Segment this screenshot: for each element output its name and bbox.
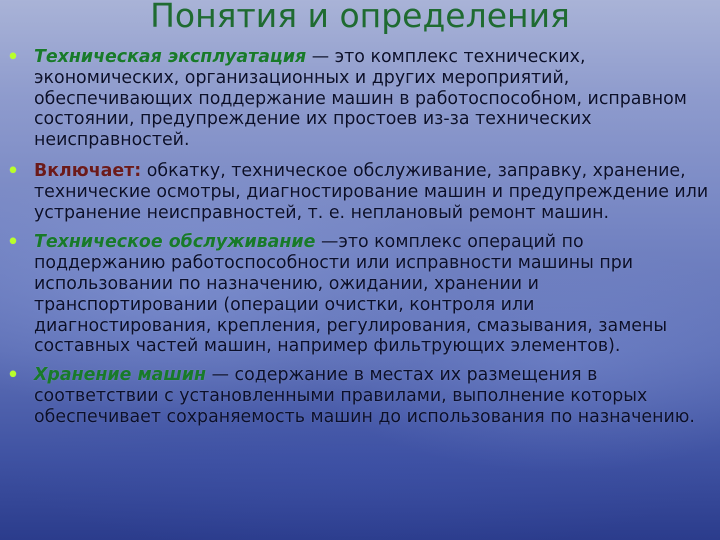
bullet-icon: • xyxy=(6,158,20,184)
slide-title: Понятия и определения xyxy=(150,0,570,35)
bullet-item-storage xyxy=(0,365,720,427)
definition-technical-operation: — это комплекс технических, экономических, организационных и других мероприятий, обеспечивающих поддержание машин в работоспособном, исправном состоянии, предупреждение их простоев из-за технических неисправностей. xyxy=(34,47,687,151)
definition-maintenance: —это комплекс операций по поддержанию работоспособности или исправности машины при использовании по назначению, ожидании, хранении и транспортировании (операции очистки, контроля или диагностирования, крепления, регулирования, смазывания, замены составных частей машин, например фильтрующих элементов). xyxy=(34,232,668,357)
bullet-item-includes xyxy=(0,158,720,223)
term-technical-operation: Техническая эксплуатация xyxy=(34,47,307,67)
definition-storage: — содержание в местах их размещения в соответствии с установленными правилами, выполнение которых обеспечивает сохраняемость машин до использования по назначению. xyxy=(34,365,695,427)
bullet-icon: • xyxy=(6,363,20,389)
definition-includes: обкатку, техническое обслуживание, заправку, хранение, технические осмотры, диагностирование машин и предупреждение или устранение неисправностей, т. е. неплановый ремонт машин. xyxy=(34,160,709,223)
term-includes: Включает: xyxy=(34,160,142,181)
bullet-list xyxy=(0,47,720,428)
bullet-item-technical-operation xyxy=(0,47,720,151)
bullet-icon: • xyxy=(6,230,20,256)
bullet-item-maintenance xyxy=(0,232,720,357)
term-maintenance: Техническое обслуживание xyxy=(34,232,316,253)
bullet-icon: • xyxy=(6,45,20,70)
term-storage: Хранение машин xyxy=(34,365,207,386)
